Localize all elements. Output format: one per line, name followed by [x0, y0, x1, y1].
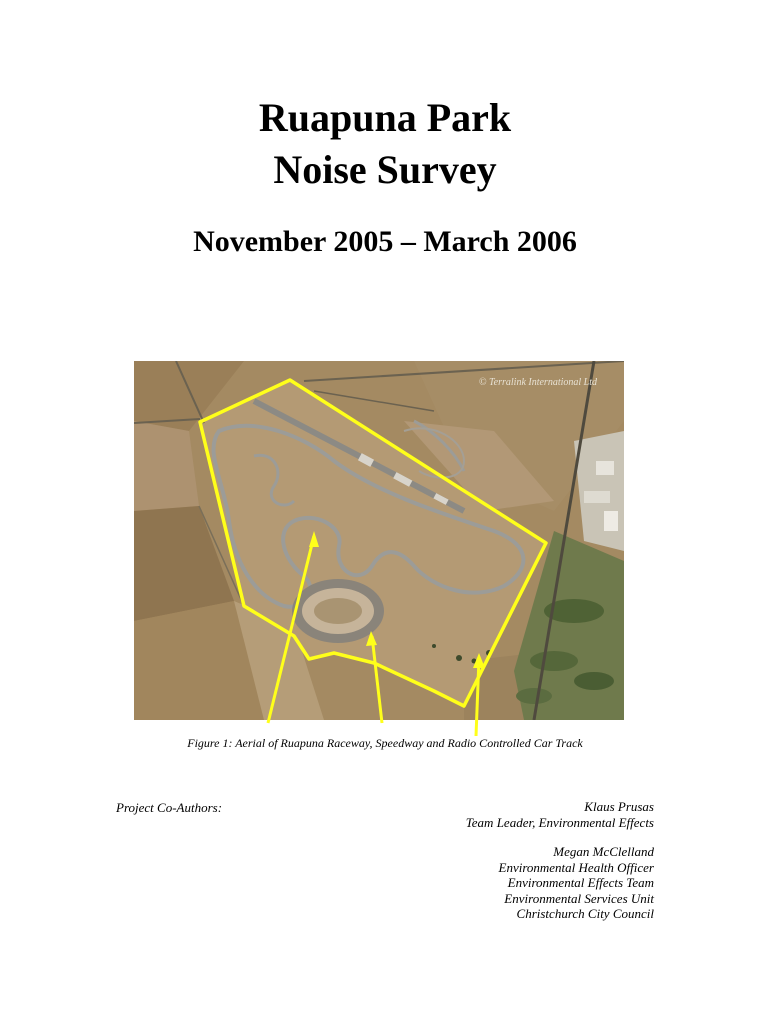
building — [596, 461, 614, 475]
speedway-infield — [314, 598, 362, 624]
author-2-role: Environmental Health Officer — [498, 859, 654, 875]
tree — [432, 644, 436, 648]
copyright-text: © Terralink International Ltd — [478, 377, 597, 388]
title-line-2: Noise Survey — [273, 147, 497, 192]
author-2-org: Christchurch City Council — [516, 906, 654, 921]
paddock — [134, 421, 199, 511]
survey-period: November 2005 – March 2006 — [193, 225, 577, 258]
tree-clump — [574, 672, 614, 690]
figure-caption: Figure 1: Aerial of Ruapuna Raceway, Speedway and Radio Controlled Car Track — [187, 736, 583, 750]
author-1-role: Team Leader, Environmental Effects — [465, 814, 654, 830]
author-2-team: Environmental Effects Team — [507, 875, 654, 890]
aerial-photo — [134, 361, 624, 720]
aerial-photo-graphic — [134, 361, 624, 720]
author-list — [324, 799, 654, 922]
tree-clump — [516, 688, 552, 704]
building — [604, 511, 618, 531]
author-1-name: Klaus Prusas — [584, 799, 654, 814]
building — [584, 491, 610, 503]
author-spacer — [324, 830, 654, 844]
author-2-unit: Environmental Services Unit — [504, 890, 654, 906]
author-2-name: Megan McClelland — [553, 844, 654, 859]
coauthors-label: Project Co-Authors: — [116, 800, 223, 815]
title-line-1: Ruapuna Park — [258, 95, 512, 140]
tree — [456, 655, 462, 661]
tree-clump — [530, 651, 578, 671]
